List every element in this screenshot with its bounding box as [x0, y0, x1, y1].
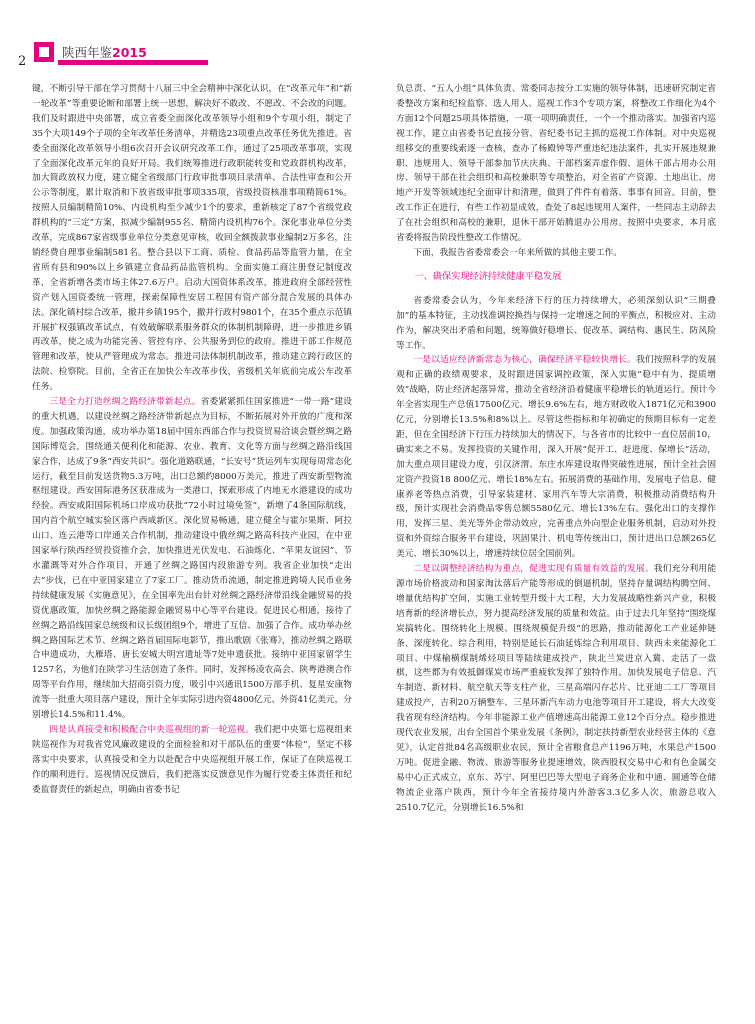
header-accent-bar — [58, 60, 208, 65]
journal-logo-square-inner — [39, 47, 49, 57]
page-header — [18, 40, 738, 74]
paragraph: 省委常委会认为，今年来经济下行的压力持续增大，必须深刻认识“三期叠加”的基本特征，主动找准调控换挡与保持一定增速之间的平衡点，积极应对、主动作为，解决突出矛盾和问题，统筹做好稳增长、促改革、调结构、惠民生、防风险等工作。 — [396, 295, 716, 351]
paragraph: 负总责、“五人小组”具体负责、常委同志按分工实施的领导体制，迅速研究制定省委整改方案和纪检监察、选人用人、巡视工作3个专项方案，将整改工作细化为4个方面12个问题25项具体措施，一项一项明确责任，一个一个推动落实。加强省内巡视工作，建立由省委书记直接分管、省纪委书记主抓的巡视工作体制。对中央巡视组移交的重要线索逐一查核，查办了杨殿钟等严重违纪违法案件，扎实开展违规兼职、违规用人、领导干部参加节庆庆典、干部档案弄虚作假、退休干部占用办公用房、领导干部在社会组织和高校兼职等专项整治，对全省矿产资源、土地出让、房地产开发等领域违纪全面审计和清理，做到了件件有着落、事事有回音。目前，整改工作正在进行，有些工作初显成效，查处了8起违规用人案件，一些同志主动辞去了在社会组织和高校的兼职，退休干部开始腾退办公用房。按照中央要求，本月底省委将报告阶段性整改工作情况。 — [396, 84, 716, 244]
paragraph-body: 我们按照科学的发展观和正确的政绩观要求，及时跟进国家调控政策，深入实施“稳中有为、提质增效”战略，防止经济起落异常，推动全省经济沿着健康平稳增长的轨道运行。预计今年全省实现生产总值17500亿元、增长9.6%左右，地方财政收入1871亿元和3900亿元，分别增长13.5%和8%以上。尽管这些指标和年初确定的预期目标有一定差距，但在全国经济下行压力持续加大的情况下，与各省市的比较中一直位居前10，确实来之不易。发挥投资的关键作用，深入开展“促开工、赶进度、保增长”活动，加大重点项目建设力度，引汉济渭、东庄水库建设取得突破性进展，预计全社会固定资产投资18 800亿元、增长18%左右。拓展消费的基础作用，发展电子信息、健康养老等热点消费，引导家装建材、家用汽车等大宗消费，积极推动消费结构升级，预计实现社会消费品零售总额5580亿元、增长13%左右。强化出口的支撑作用，发挥三星、美光等外企带动效应，完善重点外向型企业服务机制，启动对外投资和外资综合服务平台建设，巩固果汁、机电等传统出口，预计进出口总额265亿美元、增长30%以上，增速持续位居全国前列。 — [396, 355, 717, 560]
paragraph — [396, 562, 716, 815]
paragraph-body: 我们把中央第七巡视组来陕巡视作为对我省党风廉政建设的全面检验和对干部队伍的重要“体检”，坚定不移落实中央要求，认真接受和全力以赴配合中央巡视组开展工作，保证了在陕巡视工作的顺利进行。巡视情况反馈后，我们把落实反馈意见作为履行党委主体责任和纪委监督责任的新起点，明确由省委书记 — [32, 724, 353, 795]
journal-name: 陕西年鉴 — [62, 45, 113, 60]
page-number: 2 — [18, 54, 27, 69]
journal-year: 2015 — [112, 45, 147, 60]
paragraph — [32, 723, 352, 798]
journal-title — [62, 43, 147, 61]
paragraph: 下面，我报告省委常委会一年来所做的其他主要工作。 — [413, 247, 622, 258]
paragraph — [396, 353, 716, 562]
left-column — [32, 82, 352, 798]
right-column — [396, 82, 716, 816]
paragraph-lead: 二是以调整经济结构为重点，促进实现有质量有效益的发展。 — [413, 564, 654, 575]
paragraph-lead: 四是认真接受和积极配合中央巡视组的新一轮巡视。 — [49, 724, 255, 735]
paragraph-body: 省委紧紧抓住国家推进“一带一路”建设的重大机遇，以建设丝绸之路经济带新起点为目标，不断拓展对外开放的广度和深度。加强政策沟通，成功举办第18届中国东西部合作与投资贸易洽谈会暨丝绸之路国际博览会，围绕通关便利化和能源、农业、教育、文化等方面与丝绸之路沿线国家合作，达成了9条“西安共识”。强化道路联通，“长安号”货运列车实现每周常态化运行，截至目前发送货物5.3万吨，出口总额约8000万美元，推进了西安新型物流枢纽建设。西安国际港务区获准成为一类港口，探索形成了内地无水港建设的成功经验。西安咸阳国际机场口岸成功获批“72小时过境免签”，新增了4条国际航线，国内首个航空城实验区落户西咸新区。深化贸易畅通，建立健全与霍尔果斯、阿拉山口、连云港等口岸通关合作机制，推动建设中俄丝绸之路高科技产业园，在中亚国家举行陕西经贸投资推介会，加快推进光伏发电、石油炼化、“苹果友谊园”、节水灌溉等对外合作项目，开通了丝绸之路国内段旅游专列。我省企业加快“走出去”步伐，已在中亚国家建立了7家工厂。推动货币流通，制定推进跨境人民币业务持续健康发展《实施意见》，在全国率先出台针对丝绸之路经济带沿线金融贸易的投资优惠政策，加快丝绸之路能源金融贸易中心等平台建设。促进民心相通，接待了丝绸之路沿线国家总统级和议长级团组9个，增进了互信、加强了合作。成功举办丝绸之路国际艺术节、丝绸之路首届国际电影节，推出歌剧《张骞》，推动丝绸之路联合申遗成功，大雁塔、唐长安城大明宫遗址等7处申遗获批。接纳中亚国家留学生1257名，为他们在陕学习生活创造了条件。同时，发挥杨凌农高会、陕粤港澳合作周等平台作用，继续加大招商引资力度，吸引中兴通讯1500万部手机、复星安康物流等一批重大项目落户建设，预计全年实际引进内资4800亿元、外资41亿美元，分别增长14.5%和11.4%。 — [32, 397, 352, 721]
section-heading: 一、确保实现经济持续健康平稳发展 — [414, 270, 562, 282]
paragraph-lead: 一是以适应经济新常态为核心，确保经济平稳较快增长。 — [413, 355, 637, 366]
paragraph: 键，不断引导干部在学习贯彻十八届三中全会精神中深化认识，在“改革元年”和“新一轮改革”等重要论断和部署上统一思想，解决好不敢改、不愿改、不会改的问题。我们及时跟进中央部署，成立省委全面深化改革领导小组和9个专项小组，制定了35个大项149个子项的全年改革任务清单，并精选23项重点改革任务优先推进。省委全面深化改革领导小组6次召开会议研究改革工作，通过了25项改革事项，实现了全面深化改革元年的良好开局。我们统筹推进行政职能转变和党政群机构改革，加大简政放权力度，建立健全省级部门行政审批事项目录清单、合法性审查和公开公示等制度，累计取消和下放省级审批事项335项，省级投资核准事项精简61%。按照人员编制精简10%、内设机构至少减少1个的要求，重新核定了87个省级党政群机构的“三定”方案，拟减少编制955名、精简内设机构76个。深化事业单位分类改革，完成867家省级事业单位分类意见审核，收回全额拨款事业编制2万多名，注销经费自理事业编制581名。整合县以下工商、质检、食品药品等监管力量，在全省所有县和90%以上乡镇建立食品药品监管机构。全面实施工商注册登记制度改革，全省新增各类市场主体27.6万户。启动大国资体系改革，推进政府全部经营性资产划入国资委统一管理，探索保障性安居工程国有资产部分混合发展的具体办法。深化镇村综合改革，撤并乡镇195个，撤并行政村9801个，在35个重点示范镇开展扩权强镇改革试点，有效破解联系服务群众的体制机制障碍，进一步推进乡镇再改革，使之成为功能完善、管控有序、公共服务到位的政府。推进干部工作规范管理和改革，使从严管理成为常态。推进司法体制机制改革，推动建立跨行政区的法院、检察院。目前，全省正在加快公车改革步伐，省级机关年底前完成公车改革任务。 — [32, 84, 352, 393]
paragraph-body: 我们充分利用能源市场价格波动和国家淘汰落后产能等形成的倒逼机制，坚持存量调结构腾空间、增量优结构扩空间，实施工业转型升级十大工程，大力发展战略性新兴产业，积极培育新的经济增长点，努力提高经济发展的质量和效益。由于过去几年坚持“围绕煤炭搞转化、围绕转化上规模、围绕规模促升级”的思路，推动能源化工产业延伸链条、深度转化、综合利用，特别是延长石油延炼综合利用项目、陕西未来能源化工项目、中煤榆横煤制烯烃项目等陆续建成投产，陕北兰炭进京入冀、走活了一盘棋，这些都为有效抵御煤炭市场严重疲软发挥了独特作用。加快发展电子信息、汽车制造、新材料、航空航天等支柱产业，三星高端闪存芯片、比亚迪二工厂等项目建成投产，吉利20万辆整车、三星环新汽车动力电池等项目开工建设，将大大改变我省现有经济结构。今年非能源工业产值增速高出能源工业12个百分点。稳步推进现代农业发展，出台全国首个果业发展《条例》，制定扶持新型农业经营主体的《意见》，认定首批84名高级职业农民，预计全省粮食总产1196万吨，水果总产1500万吨。促进金融、物流、旅游等服务业提速增效，陕西股权交易中心和有色金属交易中心正式成立，京东、苏宁、阿里巴巴等大型电子商务企业和中通、圆通等仓储物流企业落户陕西，预计今年全省接待境内外游客3.3亿多人次，旅游总收入2510.7亿元，分别增长16.5%和 — [396, 564, 717, 813]
paragraph-lead: 三是全力打造丝绸之路经济带新起点。 — [49, 397, 201, 408]
paragraph — [32, 395, 352, 723]
